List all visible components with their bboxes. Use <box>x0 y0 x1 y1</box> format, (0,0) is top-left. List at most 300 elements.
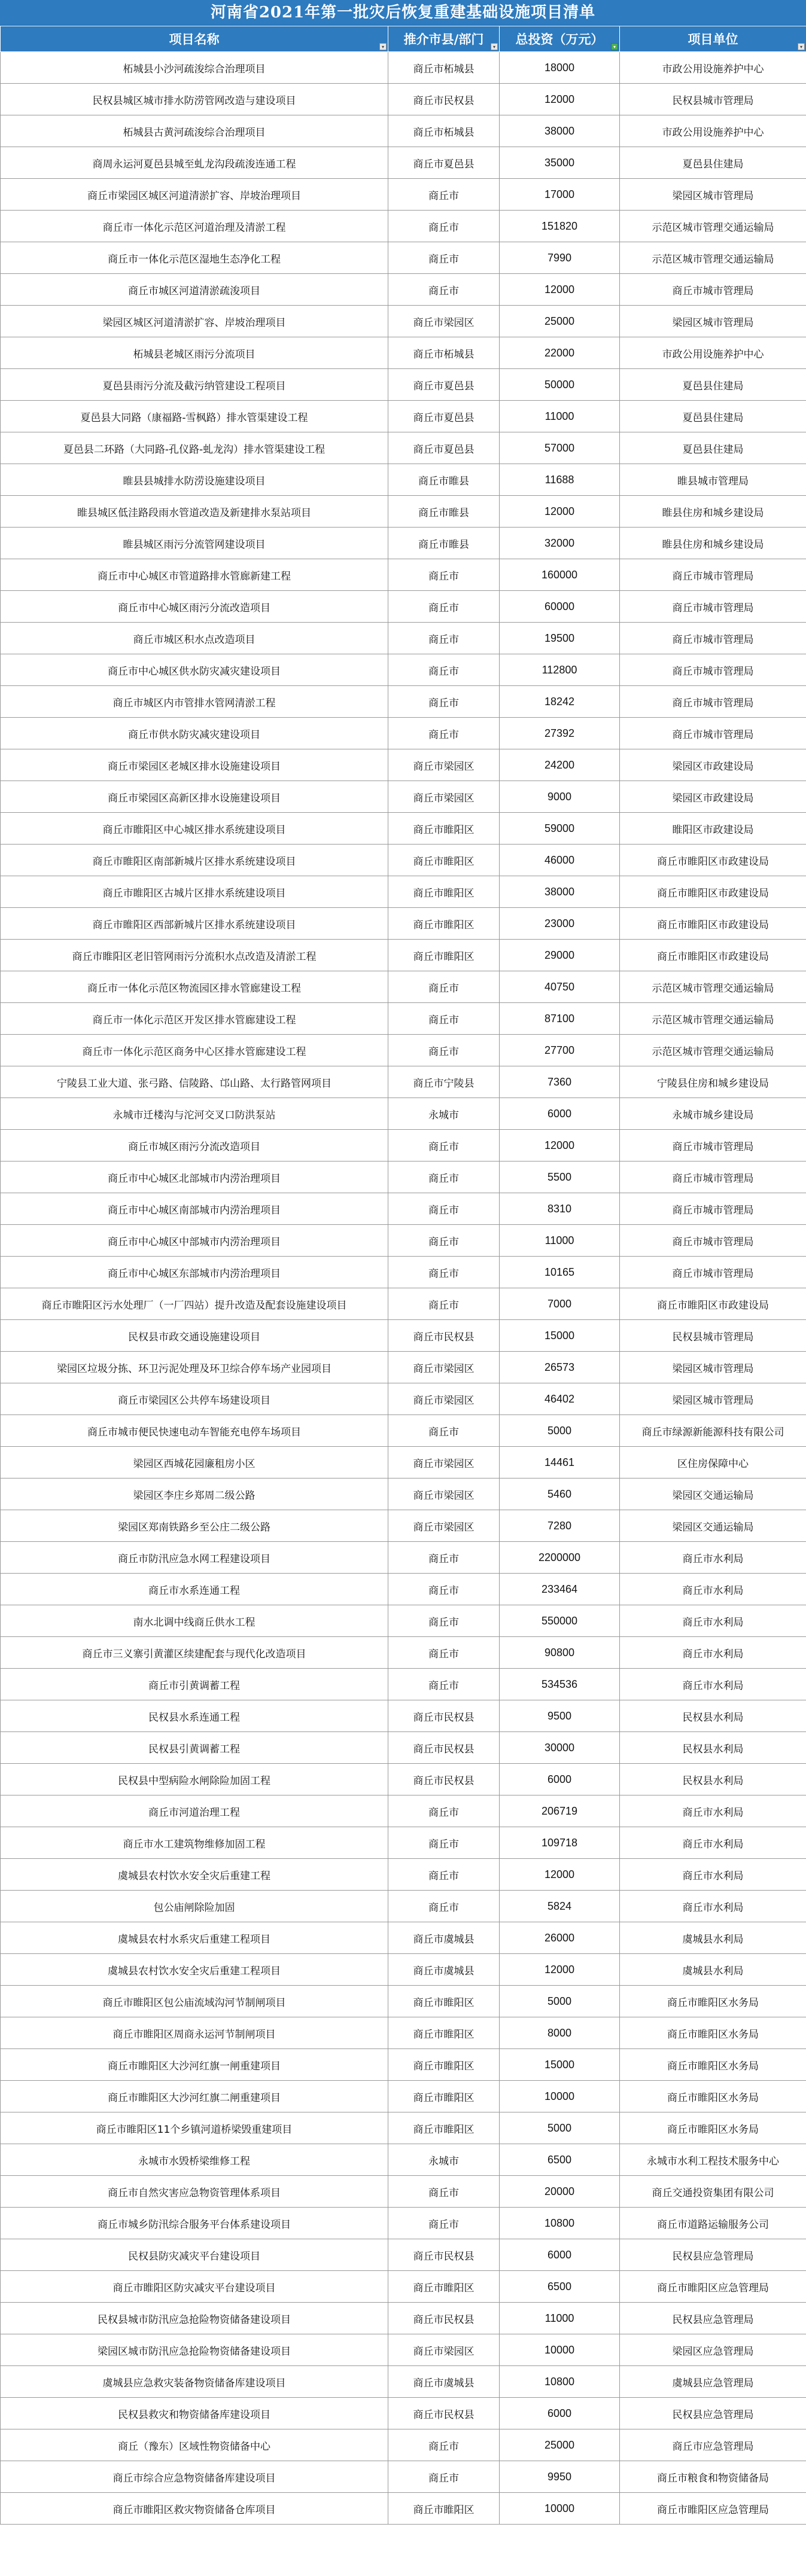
cell-region[interactable]: 商丘市 <box>388 1605 500 1637</box>
cell-region[interactable]: 商丘市 <box>388 654 500 686</box>
cell-project-unit[interactable]: 夏邑县住建局 <box>620 432 806 464</box>
cell-project-name[interactable]: 商丘市自然灾害应急物资管理体系项目 <box>1 2176 388 2208</box>
cell-project-name[interactable]: 商丘市河道治理工程 <box>1 1795 388 1827</box>
cell-region[interactable]: 商丘市 <box>388 1225 500 1257</box>
cell-project-name[interactable]: 虞城县应急救灾装备物资储备库建设项目 <box>1 2366 388 2398</box>
cell-investment[interactable]: 7990 <box>500 242 620 274</box>
cell-project-unit[interactable]: 示范区城市管理交通运输局 <box>620 1035 806 1066</box>
cell-project-unit[interactable]: 示范区城市管理交通运输局 <box>620 971 806 1003</box>
cell-project-unit[interactable]: 梁园区城市管理局 <box>620 1383 806 1415</box>
cell-project-name[interactable]: 商丘市一体化示范区河道治理及清淤工程 <box>1 211 388 242</box>
cell-investment[interactable]: 25000 <box>500 306 620 337</box>
cell-project-unit[interactable]: 商丘市水利局 <box>620 1669 806 1700</box>
cell-project-unit[interactable]: 市政公用设施养护中心 <box>620 52 806 84</box>
cell-project-name[interactable]: 商丘市梁园区高新区排水设施建设项目 <box>1 781 388 813</box>
cell-investment[interactable]: 6000 <box>500 1098 620 1130</box>
cell-project-unit[interactable]: 商丘市水利局 <box>620 1859 806 1891</box>
cell-investment[interactable]: 12000 <box>500 274 620 306</box>
cell-project-name[interactable]: 南水北调中线商丘供水工程 <box>1 1605 388 1637</box>
cell-project-unit[interactable]: 商丘市粮食和物资储备局 <box>620 2461 806 2493</box>
cell-investment[interactable]: 23000 <box>500 908 620 940</box>
cell-investment[interactable]: 22000 <box>500 337 620 369</box>
cell-project-name[interactable]: 梁园区李庄乡郑周二级公路 <box>1 1478 388 1510</box>
cell-investment[interactable]: 6000 <box>500 2398 620 2429</box>
cell-investment[interactable]: 9950 <box>500 2461 620 2493</box>
cell-investment[interactable]: 206719 <box>500 1795 620 1827</box>
cell-investment[interactable]: 5000 <box>500 2112 620 2144</box>
cell-project-name[interactable]: 商丘市一体化示范区开发区排水管廊建设工程 <box>1 1003 388 1035</box>
cell-project-unit[interactable]: 宁陵县住房和城乡建设局 <box>620 1066 806 1098</box>
cell-investment[interactable]: 6000 <box>500 1764 620 1795</box>
cell-project-unit[interactable]: 商丘市城市管理局 <box>620 591 806 623</box>
cell-investment[interactable]: 18000 <box>500 52 620 84</box>
cell-project-unit[interactable]: 商丘市睢阳区市政建设局 <box>620 908 806 940</box>
cell-region[interactable]: 商丘市睢阳区 <box>388 2049 500 2081</box>
cell-region[interactable]: 商丘市梁园区 <box>388 781 500 813</box>
cell-project-name[interactable]: 民权县市政交通设施建设项目 <box>1 1320 388 1352</box>
cell-project-name[interactable]: 商丘市睢阳区老旧管网雨污分流积水点改造及清淤工程 <box>1 940 388 971</box>
cell-project-name[interactable]: 商丘市中心城区南部城市内涝治理项目 <box>1 1193 388 1225</box>
cell-project-unit[interactable]: 梁园区市政建设局 <box>620 749 806 781</box>
filter-active-icon[interactable]: ▾ <box>611 43 618 50</box>
cell-project-unit[interactable]: 商丘市城市管理局 <box>620 623 806 654</box>
cell-project-unit[interactable]: 商丘市城市管理局 <box>620 718 806 749</box>
cell-investment[interactable]: 7280 <box>500 1510 620 1542</box>
cell-region[interactable]: 商丘市 <box>388 211 500 242</box>
cell-project-name[interactable]: 商丘（豫东）区域性物资储备中心 <box>1 2429 388 2461</box>
cell-investment[interactable]: 18242 <box>500 686 620 718</box>
cell-region[interactable]: 商丘市睢阳区 <box>388 876 500 908</box>
cell-region[interactable]: 商丘市夏邑县 <box>388 369 500 401</box>
cell-project-name[interactable]: 永城市迁楼沟与沱河交叉口防洪泵站 <box>1 1098 388 1130</box>
cell-project-unit[interactable]: 梁园区市政建设局 <box>620 781 806 813</box>
cell-project-unit[interactable]: 商丘市城市管理局 <box>620 1130 806 1162</box>
cell-project-unit[interactable]: 商丘市水利局 <box>620 1795 806 1827</box>
cell-project-name[interactable]: 商丘市城区积水点改造项目 <box>1 623 388 654</box>
cell-investment[interactable]: 46000 <box>500 845 620 876</box>
cell-region[interactable]: 商丘市 <box>388 274 500 306</box>
cell-project-unit[interactable]: 示范区城市管理交通运输局 <box>620 211 806 242</box>
cell-region[interactable]: 商丘市梁园区 <box>388 1352 500 1383</box>
cell-project-name[interactable]: 梁园区西城花园廉租房小区 <box>1 1447 388 1478</box>
cell-region[interactable]: 商丘市 <box>388 179 500 211</box>
cell-region[interactable]: 商丘市梁园区 <box>388 1510 500 1542</box>
cell-investment[interactable]: 151820 <box>500 211 620 242</box>
cell-project-unit[interactable]: 示范区城市管理交通运输局 <box>620 242 806 274</box>
cell-project-name[interactable]: 梁园区城区河道清淤扩容、岸坡治理项目 <box>1 306 388 337</box>
cell-project-unit[interactable]: 商丘市睢阳区市政建设局 <box>620 845 806 876</box>
cell-project-unit[interactable]: 商丘市城市管理局 <box>620 559 806 591</box>
cell-project-name[interactable]: 商丘市中心城区北部城市内涝治理项目 <box>1 1162 388 1193</box>
cell-region[interactable]: 商丘市 <box>388 623 500 654</box>
cell-region[interactable]: 商丘市 <box>388 591 500 623</box>
cell-region[interactable]: 商丘市睢县 <box>388 464 500 496</box>
cell-project-unit[interactable]: 民权县水利局 <box>620 1732 806 1764</box>
cell-investment[interactable]: 40750 <box>500 971 620 1003</box>
cell-project-name[interactable]: 睢县城区雨污分流管网建设项目 <box>1 528 388 559</box>
cell-investment[interactable]: 9000 <box>500 781 620 813</box>
cell-region[interactable]: 商丘市睢阳区 <box>388 940 500 971</box>
cell-project-name[interactable]: 商丘市供水防灾减灾建设项目 <box>1 718 388 749</box>
cell-project-name[interactable]: 商丘市睢阳区防灾减灾平台建设项目 <box>1 2271 388 2303</box>
cell-region[interactable]: 商丘市睢县 <box>388 528 500 559</box>
cell-project-name[interactable]: 商丘市梁园区公共停车场建设项目 <box>1 1383 388 1415</box>
cell-region[interactable]: 商丘市 <box>388 1415 500 1447</box>
cell-region[interactable]: 商丘市 <box>388 1193 500 1225</box>
cell-region[interactable]: 商丘市虞城县 <box>388 1922 500 1954</box>
cell-region[interactable]: 商丘市柘城县 <box>388 52 500 84</box>
cell-project-name[interactable]: 商丘市中心城区市管道路排水管廊新建工程 <box>1 559 388 591</box>
cell-project-unit[interactable]: 商丘市道路运输服务公司 <box>620 2208 806 2239</box>
cell-project-name[interactable]: 商丘市睢阳区南部新城片区排水系统建设项目 <box>1 845 388 876</box>
cell-investment[interactable]: 87100 <box>500 1003 620 1035</box>
filter-dropdown-icon[interactable]: ▾ <box>491 43 498 50</box>
cell-region[interactable]: 商丘市 <box>388 242 500 274</box>
cell-project-name[interactable]: 商丘市综合应急物资储备库建设项目 <box>1 2461 388 2493</box>
cell-investment[interactable]: 25000 <box>500 2429 620 2461</box>
cell-project-name[interactable]: 民权县引黄调蓄工程 <box>1 1732 388 1764</box>
cell-project-unit[interactable]: 民权县水利局 <box>620 1700 806 1732</box>
cell-project-name[interactable]: 梁园区郑南铁路乡至公庄二级公路 <box>1 1510 388 1542</box>
cell-project-unit[interactable]: 商丘市应急管理局 <box>620 2429 806 2461</box>
cell-investment[interactable]: 15000 <box>500 2049 620 2081</box>
cell-investment[interactable]: 59000 <box>500 813 620 845</box>
cell-project-name[interactable]: 商丘市中心城区东部城市内涝治理项目 <box>1 1257 388 1288</box>
cell-region[interactable]: 商丘市 <box>388 2429 500 2461</box>
cell-project-name[interactable]: 夏邑县二环路（大同路-孔仪路-虬龙沟）排水管渠建设工程 <box>1 432 388 464</box>
cell-project-unit[interactable]: 商丘市绿源新能源科技有限公司 <box>620 1415 806 1447</box>
cell-project-name[interactable]: 商丘市睢阳区周商永运河节制闸项目 <box>1 2017 388 2049</box>
cell-region[interactable]: 商丘市 <box>388 1003 500 1035</box>
cell-investment[interactable]: 35000 <box>500 147 620 179</box>
cell-project-name[interactable]: 商丘市睢阳区11个乡镇河道桥梁毁重建项目 <box>1 2112 388 2144</box>
cell-project-unit[interactable]: 民权县应急管理局 <box>620 2303 806 2334</box>
cell-investment[interactable]: 6500 <box>500 2144 620 2176</box>
cell-project-unit[interactable]: 虞城县水利局 <box>620 1922 806 1954</box>
cell-investment[interactable]: 8310 <box>500 1193 620 1225</box>
cell-region[interactable]: 商丘市虞城县 <box>388 2366 500 2398</box>
cell-region[interactable]: 商丘市 <box>388 1130 500 1162</box>
cell-region[interactable]: 商丘市 <box>388 1891 500 1922</box>
cell-project-unit[interactable]: 区住房保障中心 <box>620 1447 806 1478</box>
cell-investment[interactable]: 5000 <box>500 1415 620 1447</box>
cell-project-name[interactable]: 商丘市一体化示范区商务中心区排水管廊建设工程 <box>1 1035 388 1066</box>
cell-investment[interactable]: 7360 <box>500 1066 620 1098</box>
cell-project-name[interactable]: 商丘市睢阳区救灾物资储备仓库项目 <box>1 2493 388 2525</box>
cell-project-unit[interactable]: 睢县城市管理局 <box>620 464 806 496</box>
cell-investment[interactable]: 12000 <box>500 1859 620 1891</box>
cell-region[interactable]: 商丘市民权县 <box>388 2239 500 2271</box>
cell-region[interactable]: 商丘市 <box>388 2208 500 2239</box>
cell-investment[interactable]: 24200 <box>500 749 620 781</box>
cell-project-unit[interactable]: 市政公用设施养护中心 <box>620 115 806 147</box>
cell-project-name[interactable]: 商丘市三义寨引黄灌区续建配套与现代化改造项目 <box>1 1637 388 1669</box>
cell-region[interactable]: 商丘市 <box>388 2461 500 2493</box>
cell-project-unit[interactable]: 商丘市睢阳区市政建设局 <box>620 876 806 908</box>
cell-region[interactable]: 商丘市民权县 <box>388 1700 500 1732</box>
cell-project-name[interactable]: 商丘市睢阳区污水处理厂（一厂四站）提升改造及配套设施建设项目 <box>1 1288 388 1320</box>
cell-investment[interactable]: 15000 <box>500 1320 620 1352</box>
cell-project-name[interactable]: 柘城县老城区雨污分流项目 <box>1 337 388 369</box>
cell-investment[interactable]: 5460 <box>500 1478 620 1510</box>
cell-project-unit[interactable]: 市政公用设施养护中心 <box>620 337 806 369</box>
cell-project-name[interactable]: 商丘市城区内市管排水管网清淤工程 <box>1 686 388 718</box>
cell-investment[interactable]: 7000 <box>500 1288 620 1320</box>
cell-region[interactable]: 商丘市 <box>388 1795 500 1827</box>
column-header-unit[interactable] <box>620 26 806 52</box>
cell-project-name[interactable]: 梁园区城市防汛应急抢险物资储备建设项目 <box>1 2334 388 2366</box>
cell-project-name[interactable]: 商丘市睢阳区包公庙流域沟河节制闸项目 <box>1 1986 388 2017</box>
cell-project-unit[interactable]: 商丘市睢阳区水务局 <box>620 2049 806 2081</box>
cell-region[interactable]: 商丘市柘城县 <box>388 115 500 147</box>
cell-project-name[interactable]: 商丘市梁园区老城区排水设施建设项目 <box>1 749 388 781</box>
cell-investment[interactable]: 29000 <box>500 940 620 971</box>
cell-project-name[interactable]: 商丘市睢阳区中心城区排水系统建设项目 <box>1 813 388 845</box>
cell-project-unit[interactable]: 示范区城市管理交通运输局 <box>620 1003 806 1035</box>
cell-investment[interactable]: 12000 <box>500 84 620 115</box>
cell-investment[interactable]: 19500 <box>500 623 620 654</box>
cell-investment[interactable]: 5000 <box>500 1986 620 2017</box>
cell-project-unit[interactable]: 商丘市睢阳区水务局 <box>620 1986 806 2017</box>
cell-investment[interactable]: 10000 <box>500 2493 620 2525</box>
cell-project-name[interactable]: 商丘市睢阳区大沙河红旗二闸重建项目 <box>1 2081 388 2112</box>
cell-region[interactable]: 商丘市民权县 <box>388 1732 500 1764</box>
cell-region[interactable]: 商丘市 <box>388 1669 500 1700</box>
cell-investment[interactable]: 30000 <box>500 1732 620 1764</box>
cell-project-unit[interactable]: 商丘市城市管理局 <box>620 686 806 718</box>
cell-project-name[interactable]: 睢县县城排水防涝设施建设项目 <box>1 464 388 496</box>
cell-project-name[interactable]: 民权县救灾和物资储备库建设项目 <box>1 2398 388 2429</box>
cell-region[interactable]: 商丘市 <box>388 2176 500 2208</box>
cell-project-unit[interactable]: 梁园区交通运输局 <box>620 1510 806 1542</box>
cell-investment[interactable]: 5500 <box>500 1162 620 1193</box>
cell-investment[interactable]: 11688 <box>500 464 620 496</box>
cell-project-name[interactable]: 虞城县农村饮水安全灾后重建工程项目 <box>1 1954 388 1986</box>
cell-project-name[interactable]: 商丘市水工建筑物维修加固工程 <box>1 1827 388 1859</box>
cell-investment[interactable]: 26573 <box>500 1352 620 1383</box>
cell-investment[interactable]: 160000 <box>500 559 620 591</box>
cell-project-unit[interactable]: 商丘市水利局 <box>620 1827 806 1859</box>
cell-region[interactable]: 商丘市夏邑县 <box>388 401 500 432</box>
cell-project-name[interactable]: 民权县中型病险水闸除险加固工程 <box>1 1764 388 1795</box>
cell-investment[interactable]: 32000 <box>500 528 620 559</box>
cell-project-unit[interactable]: 商丘市睢阳区水务局 <box>620 2017 806 2049</box>
cell-investment[interactable]: 11000 <box>500 1225 620 1257</box>
cell-project-unit[interactable]: 虞城县应急管理局 <box>620 2366 806 2398</box>
cell-investment[interactable]: 534536 <box>500 1669 620 1700</box>
cell-investment[interactable]: 6500 <box>500 2271 620 2303</box>
cell-investment[interactable]: 9500 <box>500 1700 620 1732</box>
cell-project-unit[interactable]: 民权县城市管理局 <box>620 84 806 115</box>
cell-investment[interactable]: 550000 <box>500 1605 620 1637</box>
cell-project-unit[interactable]: 商丘市睢阳区水务局 <box>620 2112 806 2144</box>
cell-project-name[interactable]: 商丘市一体化示范区物流园区排水管廊建设工程 <box>1 971 388 1003</box>
cell-investment[interactable]: 109718 <box>500 1827 620 1859</box>
cell-region[interactable]: 商丘市夏邑县 <box>388 432 500 464</box>
cell-investment[interactable]: 90800 <box>500 1637 620 1669</box>
cell-project-unit[interactable]: 商丘市城市管理局 <box>620 654 806 686</box>
cell-project-name[interactable]: 民权县城区城市排水防涝管网改造与建设项目 <box>1 84 388 115</box>
cell-project-unit[interactable]: 商丘市城市管理局 <box>620 274 806 306</box>
cell-project-unit[interactable]: 商丘市水利局 <box>620 1637 806 1669</box>
cell-investment[interactable]: 57000 <box>500 432 620 464</box>
cell-project-name[interactable]: 夏邑县大同路（康福路-雪枫路）排水管渠建设工程 <box>1 401 388 432</box>
cell-project-unit[interactable]: 商丘市水利局 <box>620 1542 806 1574</box>
cell-region[interactable]: 商丘市梁园区 <box>388 1383 500 1415</box>
cell-region[interactable]: 商丘市梁园区 <box>388 2334 500 2366</box>
cell-project-name[interactable]: 商丘市城市便民快速电动车智能充电停车场项目 <box>1 1415 388 1447</box>
cell-project-unit[interactable]: 梁园区城市管理局 <box>620 1352 806 1383</box>
cell-project-unit[interactable]: 梁园区应急管理局 <box>620 2334 806 2366</box>
cell-region[interactable]: 商丘市梁园区 <box>388 1447 500 1478</box>
cell-project-unit[interactable]: 夏邑县住建局 <box>620 401 806 432</box>
cell-project-unit[interactable]: 商丘市水利局 <box>620 1574 806 1605</box>
cell-project-unit[interactable]: 民权县应急管理局 <box>620 2239 806 2271</box>
cell-project-name[interactable]: 商丘市城区河道清淤疏浚项目 <box>1 274 388 306</box>
cell-project-name[interactable]: 梁园区垃圾分拣、环卫污泥处理及环卫综合停车场产业园项目 <box>1 1352 388 1383</box>
cell-region[interactable]: 商丘市 <box>388 1574 500 1605</box>
cell-region[interactable]: 商丘市睢阳区 <box>388 2017 500 2049</box>
column-header-investment[interactable] <box>500 26 620 52</box>
cell-project-unit[interactable]: 商丘市睢阳区应急管理局 <box>620 2271 806 2303</box>
cell-project-name[interactable]: 柘城县古黄河疏浚综合治理项目 <box>1 115 388 147</box>
cell-project-name[interactable]: 商丘市一体化示范区湿地生态净化工程 <box>1 242 388 274</box>
cell-investment[interactable]: 8000 <box>500 2017 620 2049</box>
cell-project-name[interactable]: 商丘市睢阳区古城片区排水系统建设项目 <box>1 876 388 908</box>
cell-region[interactable]: 商丘市睢阳区 <box>388 813 500 845</box>
cell-project-name[interactable]: 商丘市睢阳区西部新城片区排水系统建设项目 <box>1 908 388 940</box>
column-header-project-name[interactable] <box>1 26 388 52</box>
cell-project-name[interactable]: 商丘市水系连通工程 <box>1 1574 388 1605</box>
cell-project-unit[interactable]: 商丘市睢阳区市政建设局 <box>620 1288 806 1320</box>
cell-investment[interactable]: 20000 <box>500 2176 620 2208</box>
cell-project-unit[interactable]: 商丘市城市管理局 <box>620 1162 806 1193</box>
cell-project-name[interactable]: 夏邑县雨污分流及截污纳管建设工程项目 <box>1 369 388 401</box>
cell-investment[interactable]: 38000 <box>500 115 620 147</box>
cell-project-unit[interactable]: 睢县住房和城乡建设局 <box>620 528 806 559</box>
cell-project-name[interactable]: 民权县水系连通工程 <box>1 1700 388 1732</box>
cell-investment[interactable]: 10800 <box>500 2208 620 2239</box>
cell-project-name[interactable]: 包公庙闸除险加固 <box>1 1891 388 1922</box>
cell-project-name[interactable]: 商丘市城乡防汛综合服务平台体系建设项目 <box>1 2208 388 2239</box>
cell-project-name[interactable]: 民权县城市防汛应急抢险物资储备建设项目 <box>1 2303 388 2334</box>
cell-project-unit[interactable]: 商丘交通投资集团有限公司 <box>620 2176 806 2208</box>
cell-investment[interactable]: 112800 <box>500 654 620 686</box>
cell-project-name[interactable]: 睢县城区低洼路段雨水管道改造及新建排水泵站项目 <box>1 496 388 528</box>
cell-investment[interactable]: 14461 <box>500 1447 620 1478</box>
cell-investment[interactable]: 60000 <box>500 591 620 623</box>
cell-project-name[interactable]: 宁陵县工业大道、张弓路、信陵路、邙山路、太行路管网项目 <box>1 1066 388 1098</box>
cell-project-unit[interactable]: 商丘市城市管理局 <box>620 1193 806 1225</box>
cell-project-unit[interactable]: 商丘市睢阳区应急管理局 <box>620 2493 806 2525</box>
cell-region[interactable]: 商丘市 <box>388 1827 500 1859</box>
cell-region[interactable]: 商丘市 <box>388 1288 500 1320</box>
cell-investment[interactable]: 12000 <box>500 1954 620 1986</box>
cell-investment[interactable]: 233464 <box>500 1574 620 1605</box>
cell-investment[interactable]: 17000 <box>500 179 620 211</box>
cell-project-name[interactable]: 商丘市睢阳区大沙河红旗一闸重建项目 <box>1 2049 388 2081</box>
cell-project-unit[interactable]: 民权县水利局 <box>620 1764 806 1795</box>
cell-investment[interactable]: 10800 <box>500 2366 620 2398</box>
cell-region[interactable]: 商丘市 <box>388 1257 500 1288</box>
cell-investment[interactable]: 26000 <box>500 1922 620 1954</box>
cell-project-unit[interactable]: 永城市城乡建设局 <box>620 1098 806 1130</box>
cell-region[interactable]: 商丘市睢阳区 <box>388 908 500 940</box>
cell-region[interactable]: 商丘市 <box>388 1637 500 1669</box>
cell-investment[interactable]: 38000 <box>500 876 620 908</box>
cell-project-name[interactable]: 商丘市引黄调蓄工程 <box>1 1669 388 1700</box>
cell-project-unit[interactable]: 夏邑县住建局 <box>620 147 806 179</box>
cell-region[interactable]: 永城市 <box>388 1098 500 1130</box>
cell-project-unit[interactable]: 商丘市睢阳区水务局 <box>620 2081 806 2112</box>
cell-investment[interactable]: 11000 <box>500 401 620 432</box>
cell-project-name[interactable]: 商丘市防汛应急水网工程建设项目 <box>1 1542 388 1574</box>
cell-project-unit[interactable]: 梁园区城市管理局 <box>620 306 806 337</box>
cell-investment[interactable]: 46402 <box>500 1383 620 1415</box>
cell-region[interactable]: 商丘市民权县 <box>388 2303 500 2334</box>
cell-project-name[interactable]: 商丘市城区雨污分流改造项目 <box>1 1130 388 1162</box>
cell-project-unit[interactable]: 商丘市城市管理局 <box>620 1225 806 1257</box>
cell-region[interactable]: 商丘市睢阳区 <box>388 2112 500 2144</box>
cell-region[interactable]: 商丘市 <box>388 1859 500 1891</box>
cell-region[interactable]: 商丘市柘城县 <box>388 337 500 369</box>
cell-region[interactable]: 商丘市民权县 <box>388 1764 500 1795</box>
cell-region[interactable]: 商丘市虞城县 <box>388 1954 500 1986</box>
cell-region[interactable]: 商丘市睢阳区 <box>388 1986 500 2017</box>
cell-region[interactable]: 商丘市民权县 <box>388 2398 500 2429</box>
cell-investment[interactable]: 12000 <box>500 496 620 528</box>
cell-investment[interactable]: 10000 <box>500 2334 620 2366</box>
cell-region[interactable]: 商丘市梁园区 <box>388 1478 500 1510</box>
cell-project-unit[interactable]: 睢县住房和城乡建设局 <box>620 496 806 528</box>
cell-region[interactable]: 商丘市 <box>388 1542 500 1574</box>
cell-region[interactable]: 商丘市梁园区 <box>388 306 500 337</box>
cell-project-name[interactable]: 柘城县小沙河疏浚综合治理项目 <box>1 52 388 84</box>
cell-region[interactable]: 商丘市夏邑县 <box>388 147 500 179</box>
cell-region[interactable]: 商丘市 <box>388 718 500 749</box>
cell-region[interactable]: 商丘市 <box>388 686 500 718</box>
cell-project-name[interactable]: 虞城县农村饮水安全灾后重建工程 <box>1 1859 388 1891</box>
cell-region[interactable]: 商丘市睢阳区 <box>388 2271 500 2303</box>
cell-project-name[interactable]: 商丘市中心城区供水防灾减灾建设项目 <box>1 654 388 686</box>
cell-investment[interactable]: 5824 <box>500 1891 620 1922</box>
cell-region[interactable]: 商丘市 <box>388 1162 500 1193</box>
cell-region[interactable]: 商丘市民权县 <box>388 84 500 115</box>
cell-project-unit[interactable]: 商丘市城市管理局 <box>620 1257 806 1288</box>
cell-project-unit[interactable]: 商丘市水利局 <box>620 1891 806 1922</box>
filter-dropdown-icon[interactable]: ▾ <box>379 43 387 50</box>
cell-investment[interactable]: 27700 <box>500 1035 620 1066</box>
cell-project-name[interactable]: 商周永运河夏邑县城至虬龙沟段疏浚连通工程 <box>1 147 388 179</box>
filter-dropdown-icon[interactable]: ▾ <box>798 43 805 50</box>
cell-project-unit[interactable]: 永城市水利工程技术服务中心 <box>620 2144 806 2176</box>
cell-region[interactable]: 商丘市睢阳区 <box>388 2493 500 2525</box>
cell-investment[interactable]: 12000 <box>500 1130 620 1162</box>
cell-project-name[interactable]: 永城市水毁桥梁维修工程 <box>1 2144 388 2176</box>
cell-project-unit[interactable]: 民权县应急管理局 <box>620 2398 806 2429</box>
cell-region[interactable]: 商丘市 <box>388 971 500 1003</box>
cell-project-unit[interactable]: 商丘市水利局 <box>620 1605 806 1637</box>
cell-region[interactable]: 商丘市睢阳区 <box>388 2081 500 2112</box>
cell-project-name[interactable]: 商丘市中心城区中部城市内涝治理项目 <box>1 1225 388 1257</box>
cell-investment[interactable]: 11000 <box>500 2303 620 2334</box>
cell-investment[interactable]: 2200000 <box>500 1542 620 1574</box>
cell-region[interactable]: 商丘市宁陵县 <box>388 1066 500 1098</box>
cell-region[interactable]: 商丘市 <box>388 559 500 591</box>
cell-region[interactable]: 商丘市睢县 <box>388 496 500 528</box>
cell-region[interactable]: 商丘市睢阳区 <box>388 845 500 876</box>
cell-project-unit[interactable]: 虞城县水利局 <box>620 1954 806 1986</box>
